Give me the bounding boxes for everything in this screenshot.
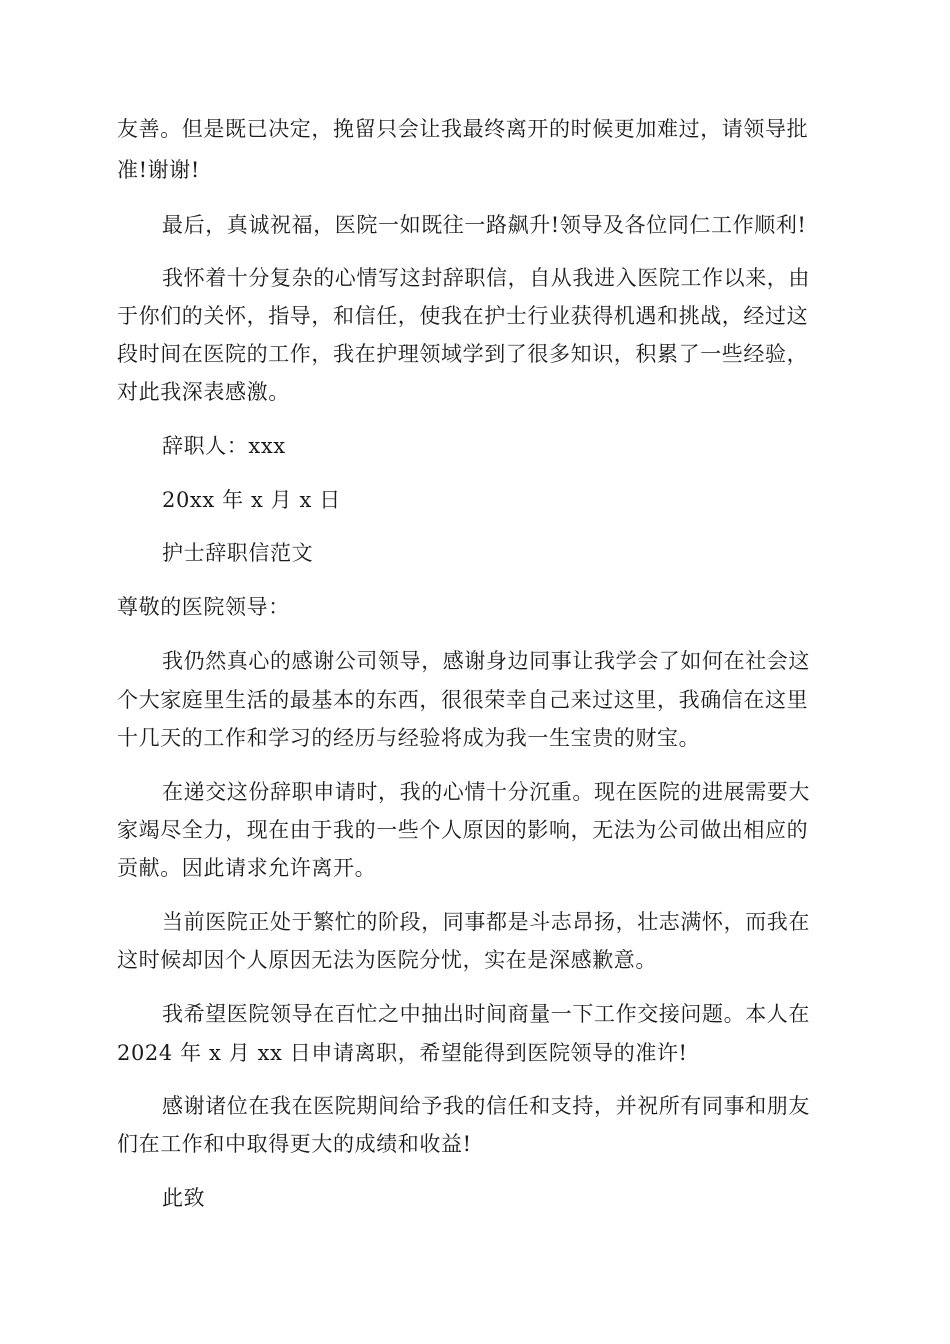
closing-line: 此致 [162, 1186, 206, 1210]
text-line: 准!谢谢! [117, 158, 200, 182]
text-line: 2024 年 x 月 xx 日申请离职，希望能得到医院领导的准许! [117, 1041, 688, 1065]
text-line: 贡献。因此请求允许离开。 [117, 856, 377, 880]
text-line: 当前医院正处于繁忙的阶段，同事都是斗志昂扬，壮志满怀，而我在 [162, 910, 810, 934]
date-line: 20xx 年 x 月 x 日 [162, 488, 341, 512]
text-line: 段时间在医院的工作，我在护理领域学到了很多知识，积累了一些经验， [117, 342, 809, 366]
text-line: 们在工作和中取得更大的成绩和收益! [117, 1132, 472, 1156]
text-line: 我仍然真心的感谢公司领导，感谢身边同事让我学会了如何在社会这 [162, 649, 810, 673]
text-line: 于你们的关怀，指导，和信任，使我在护士行业获得机遇和挑战，经过这 [117, 304, 809, 328]
text-line: 友善。但是既已决定，挽留只会让我最终离开的时候更加难过，请领导批 [117, 117, 809, 141]
text-line: 最后，真诚祝福，医院一如既往一路飙升!领导及各位同仁工作顺利! [162, 213, 807, 237]
text-line: 我怀着十分复杂的心情写这封辞职信，自从我进入医院工作以来，由 [162, 266, 810, 290]
text-line: 我希望医院领导在百忙之中抽出时间商量一下工作交接问题。本人在 [162, 1002, 810, 1026]
text-line: 对此我深表感激。 [117, 380, 290, 404]
text-line: 感谢诸位在我在医院期间给予我的信任和支持，并祝所有同事和朋友 [162, 1094, 810, 1118]
signer-line: 辞职人：xxx [162, 434, 286, 458]
text-line: 在递交这份辞职申请时，我的心情十分沉重。现在医院的进展需要大 [162, 780, 810, 804]
text-line: 这时候却因个人原因无法为医院分忧，实在是深感歉意。 [117, 948, 657, 972]
salutation: 尊敬的医院领导： [117, 595, 290, 619]
text-line: 十几天的工作和学习的经历与经验将成为我一生宝贵的财宝。 [117, 726, 701, 750]
text-line: 家竭尽全力，现在由于我的一些个人原因的影响，无法为公司做出相应的 [117, 818, 809, 842]
text-line: 个大家庭里生活的最基本的东西，很很荣幸自己来过这里，我确信在这里 [117, 688, 809, 712]
section-title: 护士辞职信范文 [162, 541, 314, 565]
